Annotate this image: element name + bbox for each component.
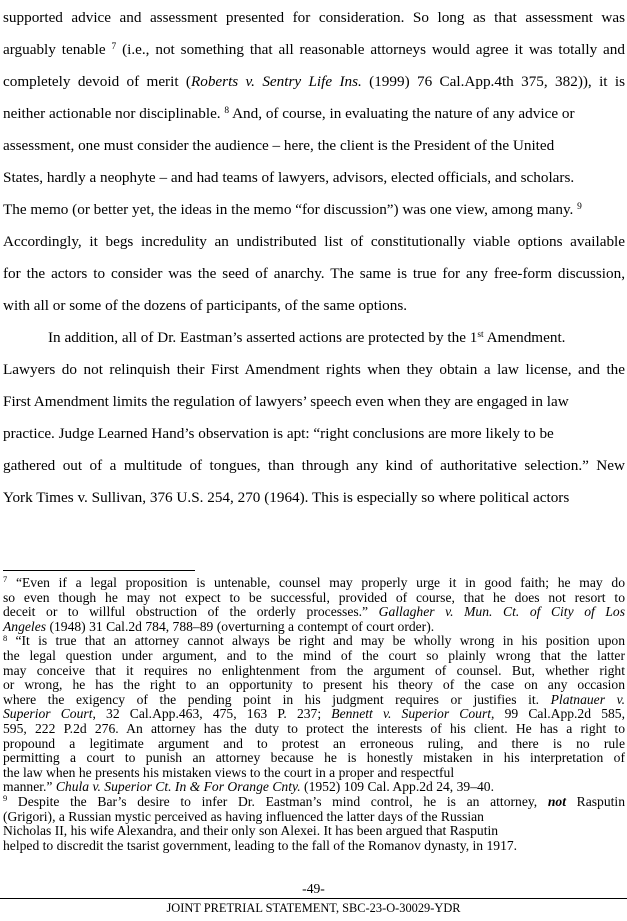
case-citation: Roberts v. Sentry Life Ins. bbox=[190, 73, 362, 90]
footnote-8-line: Superior Court, 32 Cal.App.463, 475, 163 P. 237; Bennett v. Superior Court, 99 Cal.App.2d 585, bbox=[3, 706, 625, 722]
emphasis-not: not bbox=[547, 794, 566, 809]
footnote-8-line: manner.” Chula v. Superior Ct. In & For Orange Cnty. (1952) 109 Cal. App.2d 24, 39–40. bbox=[3, 779, 494, 795]
body-line-5: assessment, one must consider the audience – here, the client is the President of the United bbox=[3, 137, 555, 154]
footnote-8-line: 595, 222 P.2d 276. An attorney has the duty to protect the interests of his client. He has a right to bbox=[3, 721, 625, 736]
body-line-10: with all or some of the dozens of participants, of the same options. bbox=[3, 297, 408, 314]
body-line-12: Lawyers do not relinquish their First Amendment rights when they obtain a law license, and the bbox=[3, 361, 625, 378]
footnote-9-line: Nicholas II, his wife Alexandra, and their only son Alexei. It has been argued that Rasputin bbox=[3, 823, 499, 839]
footnote-9-line: helped to discredit the tsarist government, leading to the fall of the Romanov dynasty, in 1917. bbox=[3, 837, 518, 853]
body-line-4: neither actionable nor disciplinable. $^8$ And, of course, in evaluating the nature of any advice or bbox=[3, 105, 575, 122]
footnote-ref-9: 9 bbox=[577, 201, 582, 212]
footer-divider bbox=[0, 898, 627, 899]
case-citation: Superior Court bbox=[3, 706, 93, 722]
footnote-8-line: permitting a court to punish an attorney because he is honestly mistaken in his interpretation of bbox=[3, 750, 625, 766]
body-line-9: for the actors to consider was the seed of anarchy. The same is true for any free-form discussion, bbox=[3, 265, 625, 282]
footnote-8-line: propound a legitimate argument and to protest an erroneous ruling, and there is no rule bbox=[3, 735, 625, 751]
footnote-9: $^9$ Despite the Bar’s desire to infer Dr. Eastman’s mind control, he is an attorney, not Rasputin bbox=[3, 793, 625, 809]
body-line-6: States, hardly a neophyte – and had teams of lawyers, advisors, elected officials, and scholars. bbox=[3, 169, 575, 186]
footnote-number-9: 9 bbox=[3, 793, 8, 804]
footnote-ref-8: 8 bbox=[224, 105, 230, 116]
body-line-7: The memo (or better yet, the ideas in the memo “for discussion”) was one view, among many. $^9$ bbox=[3, 201, 582, 218]
page-number: -49- bbox=[302, 881, 325, 896]
body-line-15: gathered out of a multitude of tongues, than through any kind of authoritative selection.” New bbox=[3, 457, 625, 474]
footnote-8-line: or wrong, he has the right to an opportunity to present his theory of the case on any occasion bbox=[3, 677, 625, 693]
body-line-13: First Amendment limits the regulation of lawyers’ speech even when they are engaged in law bbox=[3, 393, 569, 410]
footnote-separator bbox=[3, 570, 195, 571]
body-line-14: practice. Judge Learned Hand’s observation is apt: “right conclusions are more likely to be bbox=[3, 425, 554, 442]
body-line-11: In addition, all of Dr. Eastman’s asserted actions are protected by the 1st Amendment. bbox=[48, 329, 566, 346]
footnote-8-line: may conceive that it requires no enlightenment from the argument of counsel. But, whether right bbox=[3, 662, 625, 678]
body-line-2: arguably tenable $^7$ (i.e., not something that all reasonable attorneys would agree it was totally and bbox=[3, 41, 625, 58]
body-line-8: Accordingly, it begs incredulity an undistributed list of constitutionally viable options available bbox=[3, 233, 625, 250]
body-line-3: completely devoid of merit (Roberts v. Sentry Life Ins. (1999) 76 Cal.App.4th 375, 382)), it is bbox=[3, 73, 625, 90]
case-citation: Angeles bbox=[3, 618, 47, 634]
ordinal-suffix: st bbox=[477, 329, 484, 340]
case-citation: Gallagher v. Mun. Ct. of City of Los bbox=[378, 604, 625, 620]
case-citation: Chula v. Superior Ct. In & For Orange Cnty. bbox=[55, 779, 301, 795]
case-citation: Platnauer v. bbox=[550, 691, 625, 707]
case-citation: Bennett v. Superior Court bbox=[331, 706, 492, 722]
footnote-number-7: 7 bbox=[3, 574, 8, 585]
footnote-7: $^7$ “Even if a legal proposition is untenable, counsel may properly urge it in good faith; he may do bbox=[3, 574, 625, 590]
footnote-8-line: where the exigency of the pending point in his judgment requires or justifies it. Platnauer v. bbox=[3, 691, 625, 707]
footnote-number-8: 8 bbox=[3, 632, 8, 643]
footnote-9-line: (Grigori), a Russian mystic perceived as having influenced the latter days of the Russian bbox=[3, 808, 484, 824]
body-line-16: York Times v. Sullivan, 376 U.S. 254, 270 (1964). This is especially so where political actors bbox=[3, 489, 570, 506]
footnote-8-line: the law when he presents his mistaken views to the court in a proper and respectful bbox=[3, 764, 455, 780]
body-line-1: supported advice and assessment presented for consideration. So long as that assessment was bbox=[3, 9, 625, 26]
footnote-ref-7: 7 bbox=[111, 41, 117, 52]
footer-title: JOINT PRETRIAL STATEMENT, SBC-23-O-30029-YDR bbox=[166, 901, 461, 915]
footnote-7-line: deceit or to willful obstruction of the orderly processes.” Gallagher v. Mun. Ct. of City of Los bbox=[3, 604, 625, 620]
footnote-7-line: Angeles (1948) 31 Cal.2d 784, 788–89 (overturning a contempt of court order). bbox=[3, 618, 435, 634]
footnote-8-line: the legal question under argument, and to the mind of the court so plainly wrong that the latter bbox=[3, 648, 625, 663]
footnote-7-line: so even though he may not expect to be successful, provided of course, that he does not resort to bbox=[3, 589, 625, 605]
footnote-8: $^8$ “It is true that an attorney cannot always be right and may be wholly wrong in his position upon bbox=[3, 632, 625, 649]
